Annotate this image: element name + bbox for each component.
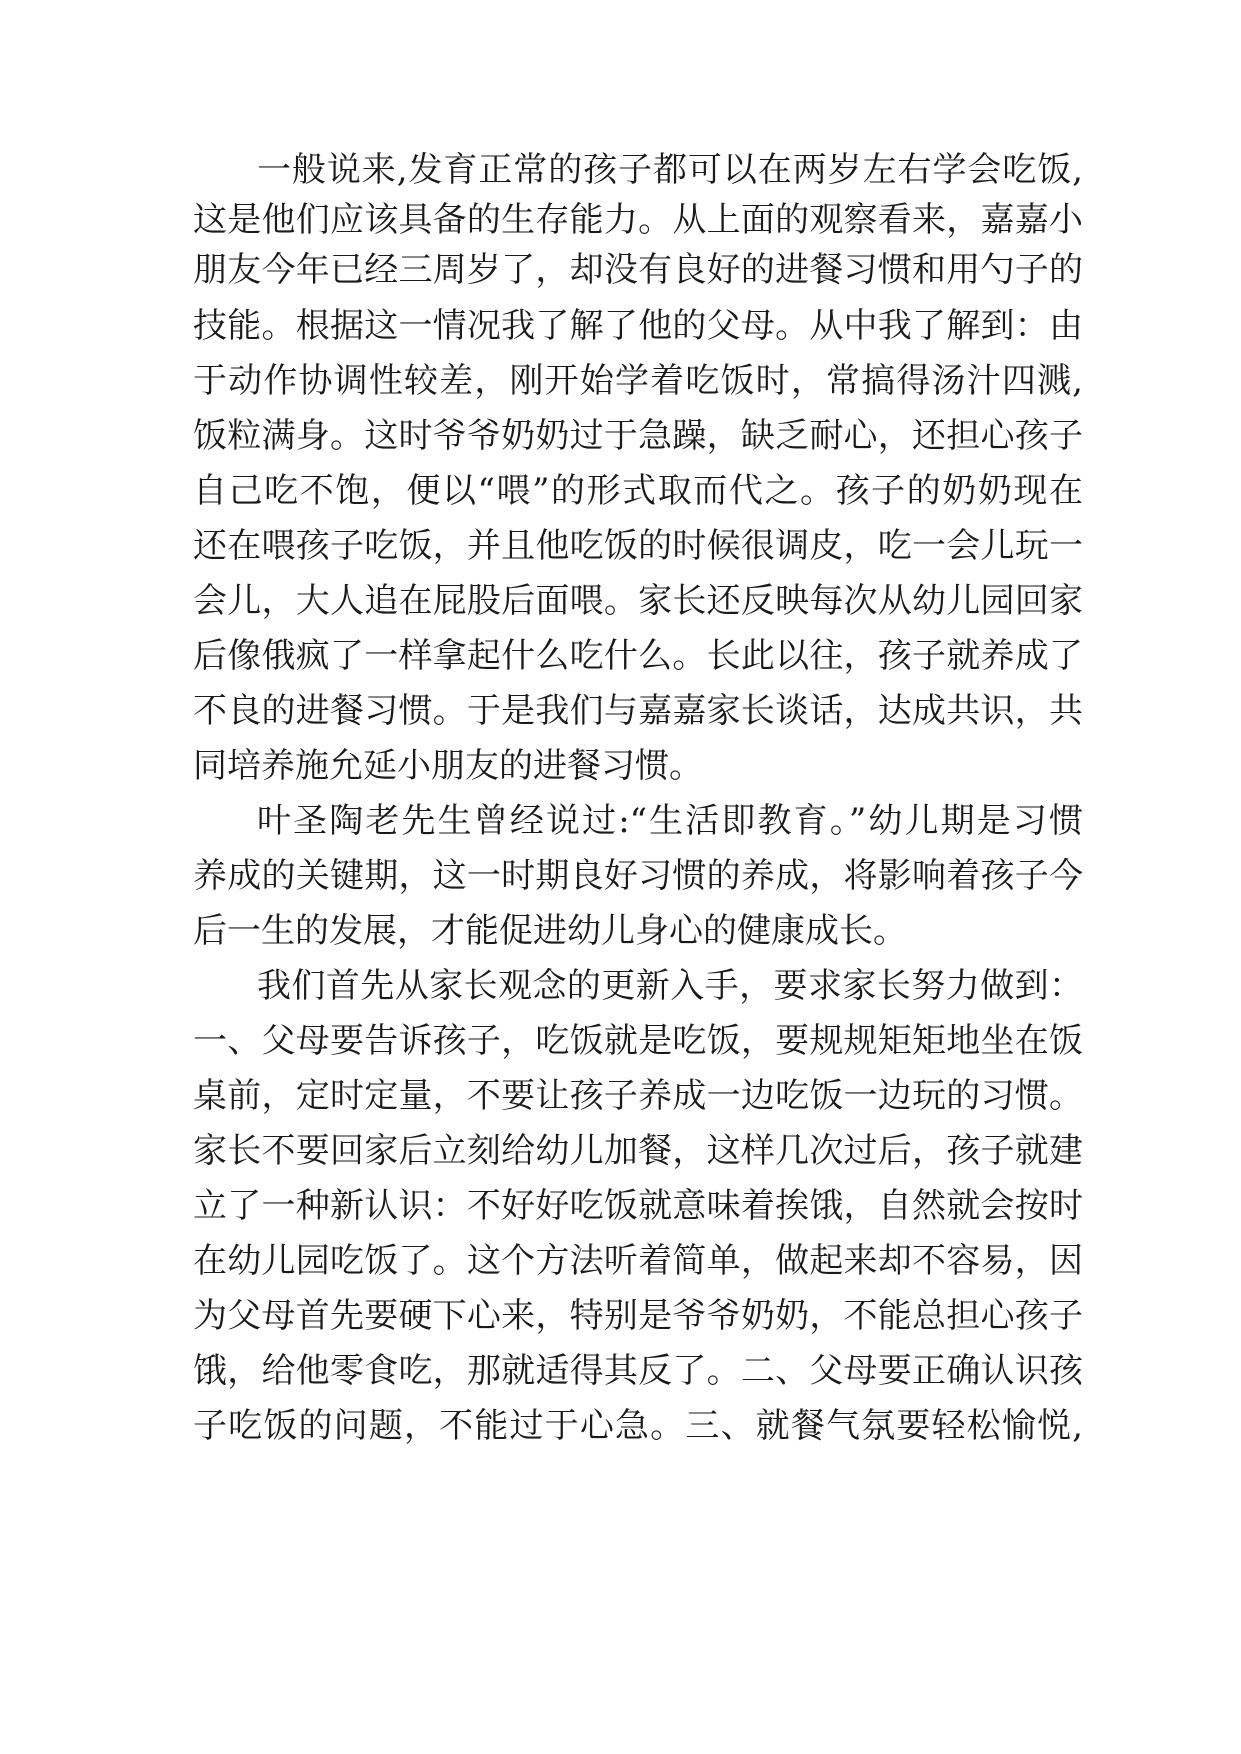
- paragraph-1-line-1: 一般说来,发育正常的孩子都可以在两岁左右学会吃饭,: [257, 150, 1083, 190]
- paragraph-3-line-7: 为父母首先要硬下心来，特别是爷爷奶奶，不能总担心孩子: [193, 1296, 1083, 1336]
- paragraph-3-line-9: 子吃饭的问题，不能过于心急。三、就餐气氛要轻松愉悦,: [193, 1406, 1083, 1446]
- paragraph-1-line-6: 饭粒满身。这时爷爷奶奶过于急躁，缺乏耐心，还担心孩子: [193, 416, 1083, 456]
- paragraph-3-line-4: 家长不要回家后立刻给幼儿加餐，这样几次过后，孩子就建: [193, 1131, 1083, 1171]
- paragraph-1-line-9: 会儿，大人追在屁股后面喂。家长还反映每次从幼儿园回家: [193, 581, 1083, 621]
- paragraph-1-line-2: 这是他们应该具备的生存能力。从上面的观察看来，嘉嘉小: [193, 200, 1083, 240]
- paragraph-3-line-1: 我们首先从家长观念的更新入手，要求家长努力做到：: [257, 966, 1083, 1006]
- paragraph-1-line-12: 同培养施允延小朋友的进餐习惯。: [193, 746, 703, 786]
- paragraph-1-line-4: 技能。根据这一情况我了解了他的父母。从中我了解到：由: [193, 306, 1083, 346]
- paragraph-3-line-5: 立了一种新认识：不好好吃饭就意味着挨饿，自然就会按时: [193, 1186, 1083, 1226]
- paragraph-3-line-3: 桌前，定时定量，不要让孩子养成一边吃饭一边玩的习惯。: [193, 1076, 1083, 1116]
- paragraph-3-line-2: 一、父母要告诉孩子，吃饭就是吃饭，要规规矩矩地坐在饭: [193, 1021, 1083, 1061]
- paragraph-1-line-5: 于动作协调性较差，刚开始学着吃饭时，常搞得汤汁四溅,: [193, 361, 1083, 401]
- paragraph-2-line-2: 养成的关键期，这一时期良好习惯的养成，将影响着孩子今: [193, 856, 1083, 896]
- paragraph-1-line-3: 朋友今年已经三周岁了，却没有良好的进餐习惯和用勺子的: [193, 250, 1083, 290]
- paragraph-2-line-3: 后一生的发展，才能促进幼儿身心的健康成长。: [193, 911, 907, 951]
- paragraph-1-line-11: 不良的进餐习惯。于是我们与嘉嘉家长谈话，达成共识，共: [193, 691, 1083, 731]
- paragraph-1-line-8: 还在喂孩子吃饭，并且他吃饭的时候很调皮，吃一会儿玩一: [193, 526, 1083, 566]
- paragraph-3-line-6: 在幼儿园吃饭了。这个方法听着简单，做起来却不容易，因: [193, 1241, 1083, 1281]
- paragraph-1-line-10: 后像俄疯了一样拿起什么吃什么。长此以往，孩子就养成了: [193, 636, 1083, 676]
- paragraph-3-line-8: 饿，给他零食吃，那就适得其反了。二、父母要正确认识孩: [193, 1351, 1083, 1391]
- paragraph-2-line-1: 叶圣陶老先生曾经说过:“生活即教育。”幼儿期是习惯: [257, 801, 1083, 841]
- paragraph-1-line-7: 自己吃不饱，便以“喂”的形式取而代之。孩子的奶奶现在: [193, 471, 1083, 511]
